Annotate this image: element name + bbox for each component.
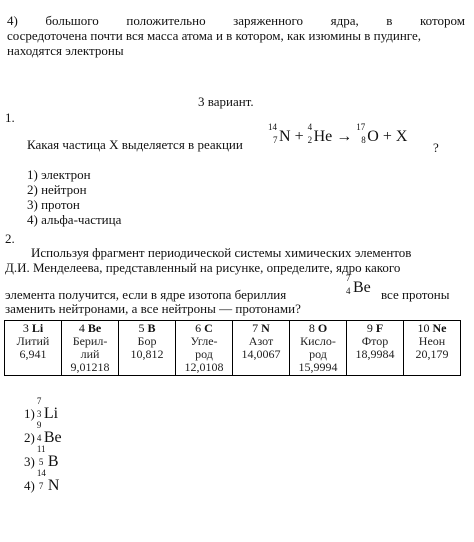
item4-word: 4) bbox=[7, 13, 18, 28]
element-name: Кисло- bbox=[300, 334, 336, 348]
answer-option bbox=[24, 468, 62, 498]
element-number: 8 bbox=[308, 321, 315, 335]
q2-line4: заменить нейтронами, а все нейтроны — протонами? bbox=[5, 301, 301, 316]
periodic-table bbox=[4, 320, 461, 376]
item4-word: большого bbox=[45, 13, 99, 28]
element-mass: 18,9984 bbox=[355, 347, 395, 361]
element-number: 10 bbox=[417, 321, 430, 335]
nuclide-be7: 7 4 Be bbox=[346, 273, 371, 296]
item4-word: в bbox=[386, 13, 393, 28]
element-symbol: N bbox=[261, 321, 270, 335]
element-symbol: Ne bbox=[432, 321, 447, 335]
element-number-symbol bbox=[252, 321, 270, 335]
q1-option: 3) протон bbox=[27, 197, 80, 212]
q2-line3b: все протоны bbox=[381, 287, 450, 302]
item4-line3: находятся электроны bbox=[7, 43, 124, 58]
element-symbol: B bbox=[147, 321, 156, 335]
item4-line2: сосредоточена почти вся масса атома и в котором, как изюмины в пудинге, bbox=[7, 28, 421, 43]
item4-text bbox=[7, 13, 465, 58]
arrow-icon: → bbox=[332, 128, 357, 145]
periodic-table-row bbox=[5, 321, 461, 376]
element-symbol: F bbox=[375, 321, 384, 335]
element-symbol: C bbox=[204, 321, 213, 335]
nuclide-he4: 4 2 He bbox=[307, 122, 333, 145]
item4-word: положительно bbox=[126, 13, 206, 28]
q2-line3: элемента получится, если в ядре изотопа бериллия bbox=[5, 287, 287, 302]
item4-word: ядра, bbox=[330, 13, 359, 28]
element-name: Неон bbox=[418, 334, 446, 348]
element-name: Литий bbox=[16, 334, 50, 348]
q2-line2: Д.И. Менделеева, представленный на рисунке, определите, ядро какого bbox=[5, 260, 401, 275]
answer-nuclide: 11 5 B bbox=[36, 444, 59, 470]
q1-option: 2) нейтрон bbox=[27, 182, 87, 197]
element-number: 9 bbox=[366, 321, 373, 335]
element-mass: 12,0108 bbox=[184, 360, 224, 374]
q1-prompt: Какая частица X выделяется в реакции bbox=[27, 137, 243, 152]
element-number: 4 bbox=[78, 321, 85, 335]
q1-prompt-line bbox=[27, 137, 243, 152]
answer-label: 1) bbox=[24, 406, 35, 421]
element-name: Угле- bbox=[190, 334, 218, 348]
element-cell-be bbox=[62, 321, 119, 376]
element-number-symbol bbox=[23, 321, 43, 335]
q1-reaction bbox=[268, 122, 408, 146]
element-cell-li bbox=[5, 321, 62, 376]
element-symbol: Li bbox=[31, 321, 44, 335]
q1-question-mark: ? bbox=[433, 140, 439, 155]
q1-option: 4) альфа-частица bbox=[27, 212, 122, 227]
element-name: лий bbox=[80, 347, 100, 361]
element-name: род bbox=[195, 347, 213, 361]
reaction-tail: + X bbox=[378, 128, 408, 145]
element-number: 7 bbox=[252, 321, 259, 335]
element-mass: 15,9994 bbox=[298, 360, 338, 374]
element-name: Азот bbox=[248, 334, 274, 348]
element-number: 6 bbox=[195, 321, 202, 335]
q2-number: 2. bbox=[5, 231, 15, 246]
element-cell-n bbox=[233, 321, 290, 376]
answer-nuclide: 14 7 N bbox=[36, 468, 60, 494]
answer-nuclide: 9 4 Be bbox=[36, 420, 62, 446]
item4-word: заряженного bbox=[233, 13, 304, 28]
periodic-table-fragment bbox=[4, 320, 461, 376]
element-number-symbol bbox=[367, 321, 383, 335]
element-name: Берил- bbox=[72, 334, 108, 348]
q1-option: 1) электрон bbox=[27, 167, 91, 182]
element-cell-o bbox=[290, 321, 347, 376]
answer-nuclide: 7 3 Li bbox=[36, 396, 59, 422]
element-number-symbol bbox=[195, 321, 213, 335]
element-name: род bbox=[309, 347, 327, 361]
plus-sign: + bbox=[290, 128, 308, 145]
q2-line1: Используя фрагмент периодической системы химических элементов bbox=[31, 245, 412, 260]
answer-label: 3) bbox=[24, 454, 35, 469]
answer-label: 4) bbox=[24, 478, 35, 493]
element-mass: 10,812 bbox=[130, 347, 164, 361]
answer-label: 2) bbox=[24, 430, 35, 445]
element-cell-f bbox=[347, 321, 404, 376]
q2-answers bbox=[24, 396, 62, 498]
element-symbol: O bbox=[317, 321, 328, 335]
item4-word: котором bbox=[419, 13, 465, 28]
q2-text bbox=[5, 245, 463, 275]
item4-line1 bbox=[7, 13, 465, 28]
element-name: Бор bbox=[137, 334, 157, 348]
element-number-symbol bbox=[138, 321, 155, 335]
element-number: 3 bbox=[22, 321, 29, 335]
element-symbol: Be bbox=[87, 321, 102, 335]
element-mass: 9,01218 bbox=[70, 360, 110, 374]
nuclide-o17: 17 8 O bbox=[356, 122, 379, 145]
variant-title: 3 вариант. bbox=[198, 94, 254, 109]
element-mass: 6,941 bbox=[19, 347, 47, 361]
element-mass: 20,179 bbox=[415, 347, 449, 361]
element-cell-c bbox=[176, 321, 233, 376]
element-cell-b bbox=[119, 321, 176, 376]
element-number-symbol bbox=[309, 321, 327, 335]
element-number: 5 bbox=[138, 321, 145, 335]
nuclide-n14: 14 7 N bbox=[268, 122, 291, 145]
element-mass: 14,0067 bbox=[241, 347, 281, 361]
element-number-symbol bbox=[79, 321, 101, 335]
q1-number: 1. bbox=[5, 110, 15, 125]
q1-options bbox=[27, 167, 121, 227]
element-cell-ne bbox=[404, 321, 461, 376]
answer-option bbox=[24, 396, 62, 426]
element-number-symbol bbox=[418, 321, 447, 335]
element-name: Фтор bbox=[361, 334, 389, 348]
